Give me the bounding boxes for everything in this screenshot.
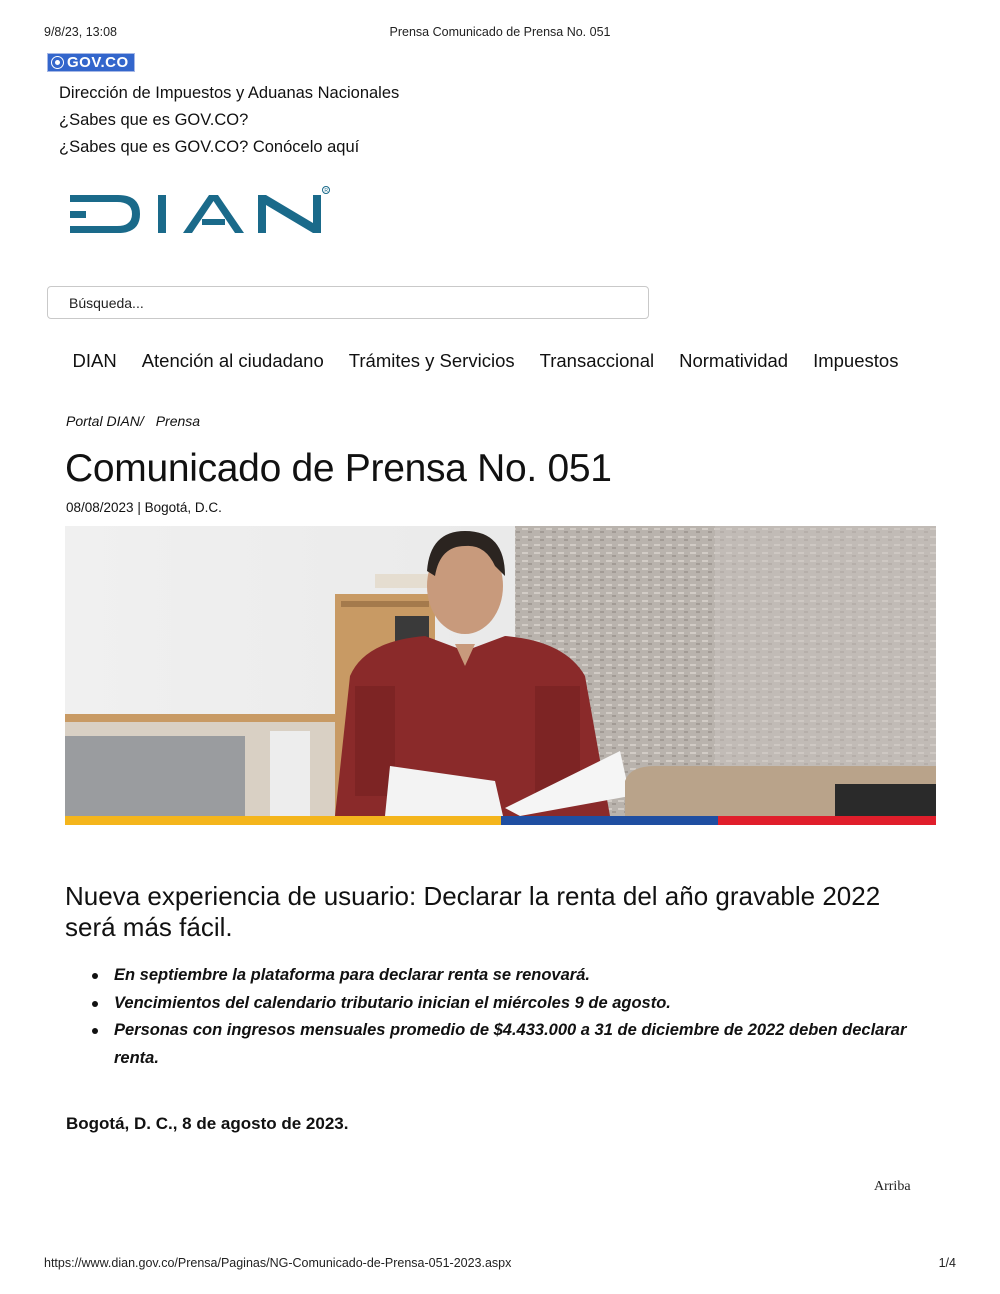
nav-item-tramites-servicios[interactable]: Trámites y Servicios	[348, 350, 515, 371]
entity-name-link[interactable]: Dirección de Impuestos y Aduanas Nacionales	[59, 84, 400, 102]
color-bar-yellow	[65, 816, 501, 825]
dian-logo-svg	[66, 185, 334, 237]
breadcrumb-root-link[interactable]: Portal DIAN/	[66, 413, 144, 429]
nav-item-transaccional[interactable]: Transaccional	[539, 350, 655, 371]
svg-text:R: R	[324, 188, 329, 194]
color-bar-blue	[501, 816, 718, 825]
nav-item-atencion-ciudadano[interactable]: Atención al ciudadano	[141, 350, 324, 371]
govco-logo-link[interactable]	[47, 53, 135, 72]
govco-question-link[interactable]: ¿Sabes que es GOV.CO?	[59, 111, 249, 129]
article-highlights-list	[92, 962, 922, 1072]
hero-image	[65, 526, 936, 816]
list-item: Vencimientos del calendario tributario inician el miércoles 9 de agosto.	[92, 990, 922, 1018]
page-title: Comunicado de Prensa No. 051	[65, 447, 612, 490]
print-document-title: Prensa Comunicado de Prensa No. 051	[389, 25, 611, 39]
list-item: En septiembre la plataforma para declarar renta se renovará.	[92, 962, 922, 990]
govco-bar-links	[59, 80, 399, 161]
search-box[interactable]	[47, 286, 649, 319]
govco-learn-more-link[interactable]: ¿Sabes que es GOV.CO? Conócelo aquí	[59, 138, 360, 156]
nav-item-normatividad[interactable]: Normatividad	[679, 350, 789, 371]
hero-photo-illustration	[65, 526, 936, 816]
article-subheadline: Nueva experiencia de usuario: Declarar la renta del año gravable 2022 será más fácil.	[65, 881, 881, 942]
brand-color-bar	[65, 816, 936, 825]
print-datetime: 9/8/23, 13:08	[44, 25, 117, 39]
print-url: https://www.dian.gov.co/Prensa/Paginas/NG-Comunicado-de-Prensa-051-2023.aspx	[44, 1256, 512, 1270]
breadcrumb-current[interactable]: Prensa	[155, 413, 201, 429]
print-page-number: 1/4	[938, 1256, 956, 1270]
dian-logo[interactable]	[66, 185, 334, 237]
article-dateline: Bogotá, D. C., 8 de agosto de 2023.	[66, 1114, 349, 1133]
main-nav	[60, 350, 911, 372]
color-bar-red	[718, 816, 936, 825]
search-input[interactable]	[48, 287, 648, 318]
breadcrumb	[66, 413, 200, 429]
article-meta: 08/08/2023 | Bogotá, D.C.	[66, 500, 222, 515]
print-header	[44, 25, 956, 41]
list-item: Personas con ingresos mensuales promedio de $4.433.000 a 31 de diciembre de 2022 deben declarar renta.	[92, 1017, 922, 1072]
back-to-top-link[interactable]: Arriba	[874, 1179, 911, 1194]
nav-item-impuestos[interactable]: Impuestos	[813, 350, 899, 371]
colombia-seal-icon	[51, 56, 64, 69]
govco-badge-text: GOV.CO	[67, 54, 129, 71]
nav-item-dian[interactable]: DIAN	[72, 350, 117, 371]
